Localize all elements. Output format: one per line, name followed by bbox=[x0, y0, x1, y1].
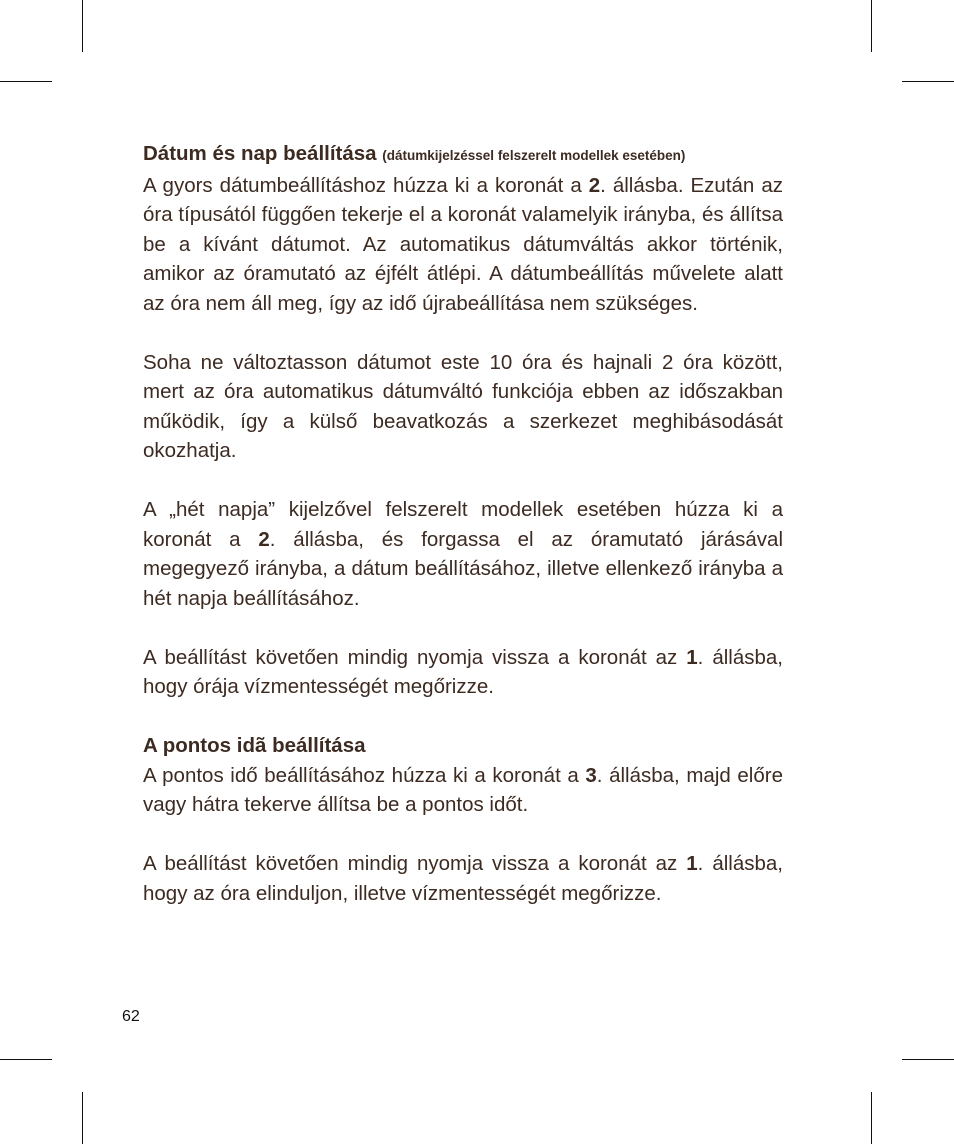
text: . állásba. Ezután az óra típusától függően tekerje el a koronát valamelyik irányba, és állítsa be a kívánt dátumot. Az automatikus dátumváltás akkor történik, amikor az óramutató az éjfélt átlépi. A dátumbeállítás művelete alatt az óra nem áll meg, így az idő újrabeállítása nem szükséges. bbox=[143, 173, 783, 315]
page-number: 62 bbox=[122, 1008, 140, 1025]
text: . állásba, hogy az óra elinduljon, illetve vízmentességét megőrizze. bbox=[143, 852, 783, 905]
paragraph bbox=[143, 171, 783, 319]
section-heading bbox=[143, 139, 783, 171]
crop-mark bbox=[0, 1059, 52, 1060]
paragraph bbox=[143, 643, 783, 702]
text: A „hét napja” kijelzővel felszerelt modellek esetében húzza ki a koronát a bbox=[143, 498, 783, 551]
paragraph bbox=[143, 761, 783, 820]
position-number: 1 bbox=[686, 645, 698, 669]
section-title: Dátum és nap beállítása bbox=[143, 142, 377, 165]
position-number: 2 bbox=[258, 527, 270, 551]
section-heading bbox=[143, 731, 783, 761]
crop-mark bbox=[871, 0, 872, 52]
crop-mark bbox=[871, 1092, 872, 1144]
paragraph bbox=[143, 849, 783, 908]
text: A beállítást követően mindig nyomja vissza a koronát az bbox=[143, 645, 687, 669]
crop-mark bbox=[902, 81, 954, 82]
text: A pontos idő beállításához húzza ki a koronát a bbox=[143, 763, 586, 787]
paragraph: Soha ne változtasson dátumot este 10 óra és hajnali 2 óra között, mert az óra automatikus dátumváltó funkciója ebben az időszakban működik, így a külső beavatkozás a szerkezet meghibásodását okozhatja. bbox=[143, 350, 783, 462]
crop-mark bbox=[82, 0, 83, 52]
section-subtitle: (dátumkijelzéssel felszerelt modellek esetében) bbox=[382, 148, 686, 163]
crop-mark bbox=[902, 1059, 954, 1060]
crop-mark bbox=[0, 81, 52, 82]
text: . állásba, hogy órája vízmentességét megőrizze. bbox=[143, 645, 783, 698]
text: . állásba, majd előre vagy hátra tekerve állítsa be a pontos időt. bbox=[143, 763, 783, 816]
section-title: A pontos idã beállítása bbox=[143, 734, 366, 757]
position-number: 2 bbox=[588, 173, 601, 197]
position-number: 1 bbox=[686, 852, 698, 875]
text: A gyors dátumbeállításhoz húzza ki a koronát a bbox=[143, 173, 589, 197]
crop-mark bbox=[82, 1092, 83, 1144]
position-number: 3 bbox=[585, 763, 597, 787]
page-content bbox=[143, 139, 783, 908]
text: . állásba, és forgassa el az óramutató járásával megegyező irányba, a dátum beállításához, illetve ellenkező irányba a hét napja beállításához. bbox=[143, 527, 783, 610]
paragraph bbox=[143, 495, 783, 613]
text: A beállítást követően mindig nyomja vissza a koronát az bbox=[143, 852, 687, 875]
